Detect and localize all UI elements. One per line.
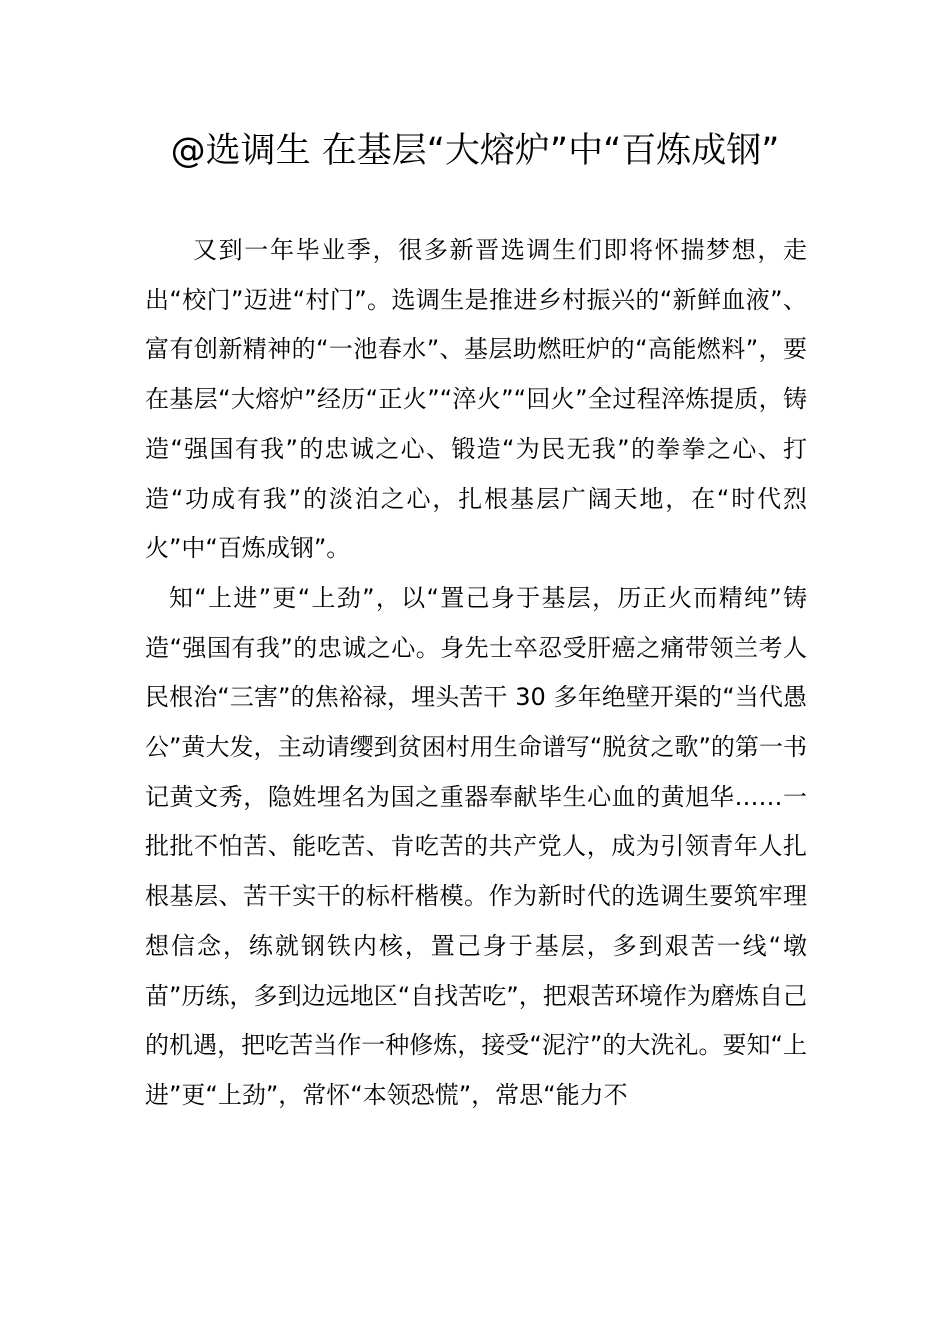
- paragraph-intro: 又到一年毕业季，很多新晋选调生们即将怀揣梦想，走出“校门”迈进“村门”。选调生是推进乡村振兴的“新鲜血液”、富有创新精神的“一池春水”、基层助燃旺炉的“高能燃料”，要在基层“大熔炉”经历“正火”“淬火”“回火”全过程淬炼提质，铸造“强国有我”的忠诚之心、锻造“为民无我”的拳拳之心、打造“功成有我”的淡泊之心，扎根基层广阔天地，在“时代烈火”中“百炼成钢”。: [145, 236, 807, 563]
- paragraph-section-one: 知“上进”更“上劲”，以“置己身于基层，历正火而精纯”铸造“强国有我”的忠诚之心。身先士卒忍受肝癌之痛带领兰考人民根治“三害”的焦裕禄，埋头苦干 30 多年绝壁开渠的“当代愚公”黄大发，主动请缨到贫困村用生命谱写“脱贫之歌”的第一书记黄文秀，隐姓埋名为国之重器奉献毕生心血的黄旭华……一批批不怕苦、能吃苦、肯吃苦的共产党人，成为引领青年人扎根基层、苦干实干的标杆楷模。作为新时代的选调生要筑牢理想信念，练就钢铁内核，置己身于基层，多到艰苦一线“墩苗”历练，多到边远地区“自找苦吃”，把艰苦环境作为磨炼自己的机遇，把吃苦当作一种修炼，接受“泥泞”的大洗礼。要知“上进”更“上劲”，常怀“本领恐慌”，常思“能力不: [145, 583, 807, 1109]
- document-body: [145, 226, 807, 1121]
- document-title: @选调生 在基层“大熔炉”中“百炼成钢”: [170, 131, 780, 171]
